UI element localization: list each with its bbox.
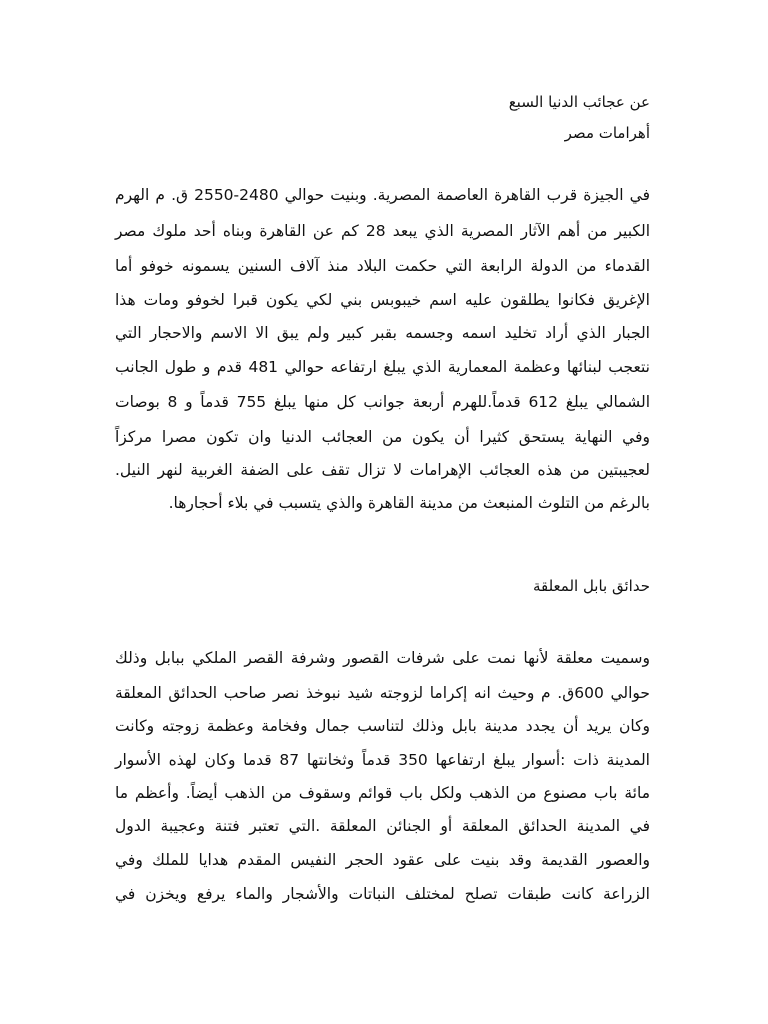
paragraph-line: المدينة ذات :أسوار يبلغ ارتفاعها 350 قدماً وثخانتها 87 قدما وكان لهذه الأسوار [115, 751, 650, 769]
paragraph-line: لعجيبتين من هذه العجائب الإهرامات لا تزال تقف على الضفة الغربية لنهر النيل. [115, 461, 650, 479]
section-heading-babylon: حدائق بابل المعلقة [532, 577, 650, 595]
paragraph-line: الإغريق فكانوا يطلقون عليه اسم خيبوبس بني لكي يكون قبرا لخوفو ومات هذا [115, 291, 650, 309]
paragraph-line: بالرغم من التلوث المنبعث من مدينة القاهرة والذي يتسبب في بلاء أحجارها. [168, 494, 650, 512]
paragraph-line: في المدينة الحدائق المعلقة أو الجنائن المعلقة .التي تعتبر فتنة وعجيبة الدول [115, 817, 650, 835]
paragraph-line: القدماء من الدولة الرابعة التي حكمت البلاد منذ آلاف السنين يسمونه خوفو أما [115, 257, 650, 275]
paragraph-line: وفي النهاية يستحق كثيرا أن يكون من العجائب الدنيا وان تكون مصرا مركزاً [115, 428, 650, 446]
paragraph-line: والعصور القديمة وقد بنيت على عقود الحجر النفيس المقدم هدايا للملك وفي [115, 851, 650, 869]
paragraph-line: في الجيزة قرب القاهرة العاصمة المصرية. وبنيت حوالي 2480-2550 ق. م الهرم [115, 186, 650, 204]
paragraph-line: الجبار الذي أراد تخليد اسمه وجسمه بقبر كبير ولم يبق الا الاسم والاحجار التي [115, 324, 650, 342]
paragraph-line: وكان يريد أن يجدد مدينة بابل وذلك لتناسب جمال وفخامة وعظمة زوجته وكانت [115, 717, 650, 735]
paragraph-line: الشمالي يبلغ 612 قدماً.للهرم أربعة جوانب كل منها يبلغ 755 قدماً و 8 بوصات [115, 393, 650, 411]
document-title: عن عجائب الدنيا السبع [508, 93, 650, 111]
paragraph-line: وسميت معلقة لأنها نمت على شرفات القصور وشرفة القصر الملكي ببابل وذلك [115, 649, 650, 667]
paragraph-line: حوالي 600ق. م وحيث انه إكراما لزوجته شيد نبوخذ نصر صاحب الحدائق المعلقة [115, 684, 650, 702]
section-heading-pyramids: أهرامات مصر [564, 124, 650, 142]
paragraph-line: نتعجب لبنائها وعظمة المعمارية الذي يبلغ ارتفاعه حوالي 481 قدم و طول الجانب [115, 358, 650, 376]
paragraph-line: الزراعة كانت طبقات تصلح لمختلف النباتات والأشجار والماء يرفع ويخزن في [115, 885, 650, 903]
paragraph-line: الكبير من أهم الآثار المصرية الذي يبعد 28 كم عن القاهرة وبناه أحد ملوك مصر [115, 222, 651, 240]
paragraph-line: مائة باب مصنوع من الذهب ولكل باب قوائم وسقوف من الذهب أيضاً. وأعظم ما [115, 784, 650, 802]
